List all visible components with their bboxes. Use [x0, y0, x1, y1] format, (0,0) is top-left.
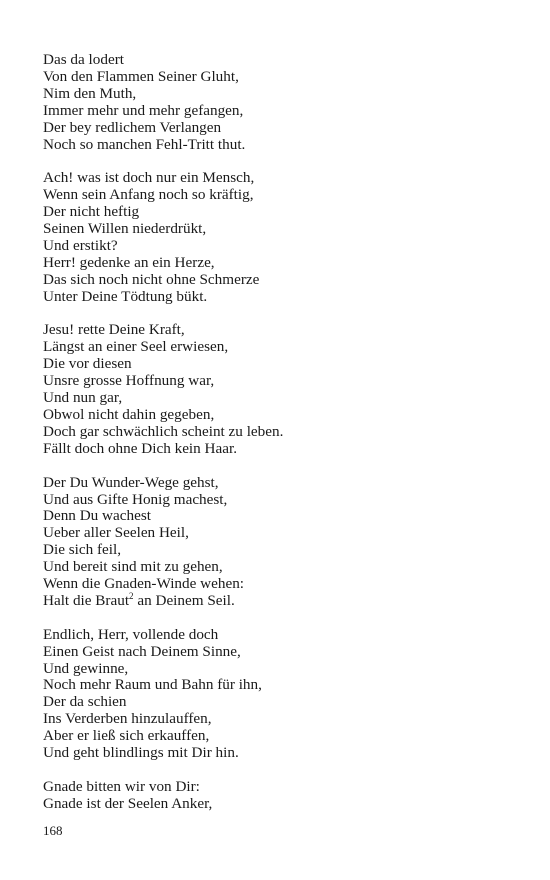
poem-line [43, 221, 513, 238]
poem-line [43, 69, 513, 86]
poem-line [43, 137, 513, 154]
poem-line [43, 204, 513, 221]
line-text: Und gewinne, [43, 659, 129, 677]
poem-line [43, 576, 513, 593]
line-text: Und geht blindlings mit Dir hin. [43, 744, 239, 762]
poem-line [43, 322, 513, 339]
poem-text [43, 52, 513, 830]
stanza [43, 779, 513, 813]
poem-line [43, 590, 513, 610]
poem-line [43, 255, 513, 272]
poem-line [43, 339, 513, 356]
footnote-marker: 2 [129, 590, 134, 601]
line-text: Der nicht heftig [43, 203, 140, 221]
poem-line [43, 289, 513, 306]
poem-line [43, 373, 513, 390]
line-text: Denn Du wachest [43, 507, 151, 525]
line-text: Und bereit sind mit zu gehen, [43, 558, 223, 576]
poem-line [43, 238, 513, 255]
line-text: Und aus Gifte Honig machest, [43, 490, 228, 508]
line-text: Nim den Muth, [43, 84, 137, 102]
poem-line [43, 120, 513, 137]
line-text: Und nun gar, [43, 389, 123, 407]
line-text: Obwol nicht dahin gegeben, [43, 406, 215, 423]
line-text: Der bey redlichem Verlangen [43, 118, 222, 136]
poem-line [43, 677, 513, 694]
line-text: Wenn die Gnaden-Winde wehen: [43, 575, 245, 593]
stanza [43, 475, 513, 610]
poem-line [43, 170, 513, 187]
line-text: Jesu! rette Deine Kraft, [43, 321, 185, 339]
line-text: Das da lodert [43, 51, 124, 68]
line-text: Seinen Willen niederdrükt, [43, 220, 207, 238]
stanza [43, 627, 513, 762]
poem-line [43, 52, 513, 69]
poem-line [43, 187, 513, 204]
poem-line [43, 525, 513, 542]
line-text: Endlich, Herr, vollende doch [43, 625, 219, 643]
line-text: Fällt doch ohne Dich kein Haar. [43, 439, 238, 457]
poem-line [43, 272, 513, 289]
poem-line [43, 559, 513, 576]
poem-line [43, 542, 513, 559]
line-text: Gnade ist der Seelen Anker, [43, 794, 213, 812]
line-text: Einen Geist nach Deinem Sinne, [43, 642, 241, 660]
poem-line [43, 441, 513, 458]
poem-line [43, 627, 513, 644]
line-text: Der da schien [43, 693, 127, 711]
line-text: Unter Deine Tödtung bükt. [43, 287, 208, 305]
poem-line [43, 694, 513, 711]
line-text: Doch gar schwächlich scheint zu leben. [43, 422, 284, 440]
poem-line [43, 424, 513, 441]
stanza [43, 322, 513, 457]
line-text: Von den Flammen Seiner Gluht, [43, 67, 239, 85]
line-text: Halt die Braut [43, 591, 130, 609]
poem-line [43, 745, 513, 762]
poem-line [43, 356, 513, 373]
poem-line [43, 728, 513, 745]
line-text: Gnade bitten wir von Dir: [43, 777, 200, 795]
poem-line [43, 103, 513, 120]
poem-line [43, 390, 513, 407]
line-text: Immer mehr und mehr gefangen, [43, 101, 244, 119]
line-text: Aber er ließ sich erkauffen, [43, 727, 210, 745]
poem-line [43, 508, 513, 525]
stanza [43, 170, 513, 305]
poem-line [43, 779, 513, 796]
line-text: Der Du Wunder-Wege gehst, [43, 473, 219, 491]
line-text-continued: an Deinem Seil. [133, 591, 235, 609]
poem-line [43, 796, 513, 813]
line-text: Ins Verderben hinzulauffen, [43, 710, 212, 728]
poem-line [43, 475, 513, 492]
line-text: Das sich noch nicht ohne Schmerze [43, 270, 260, 288]
poem-line [43, 86, 513, 103]
line-text: Die sich feil, [43, 541, 122, 559]
line-text: Noch mehr Raum und Bahn für ihn, [43, 676, 262, 694]
line-text: Ueber aller Seelen Heil, [43, 524, 189, 542]
line-text: Herr! gedenke an ein Herze, [43, 253, 215, 271]
poem-line [43, 644, 513, 661]
line-text: Und erstikt? [43, 236, 118, 254]
line-text: Ach! was ist doch nur ein Mensch, [43, 169, 255, 187]
line-text: Die vor diesen [43, 355, 132, 373]
poem-line [43, 711, 513, 728]
line-text: Unsre grosse Hoffnung war, [43, 372, 215, 390]
line-text: Längst an einer Seel erwiesen, [43, 338, 229, 356]
stanza [43, 52, 513, 153]
page-number: 168 [43, 823, 63, 838]
line-text: Noch so manchen Fehl-Tritt thut. [43, 135, 246, 153]
poem-line [43, 661, 513, 678]
line-text: Wenn sein Anfang noch so kräftig, [43, 186, 254, 204]
poem-line [43, 492, 513, 509]
poem-line [43, 407, 513, 424]
